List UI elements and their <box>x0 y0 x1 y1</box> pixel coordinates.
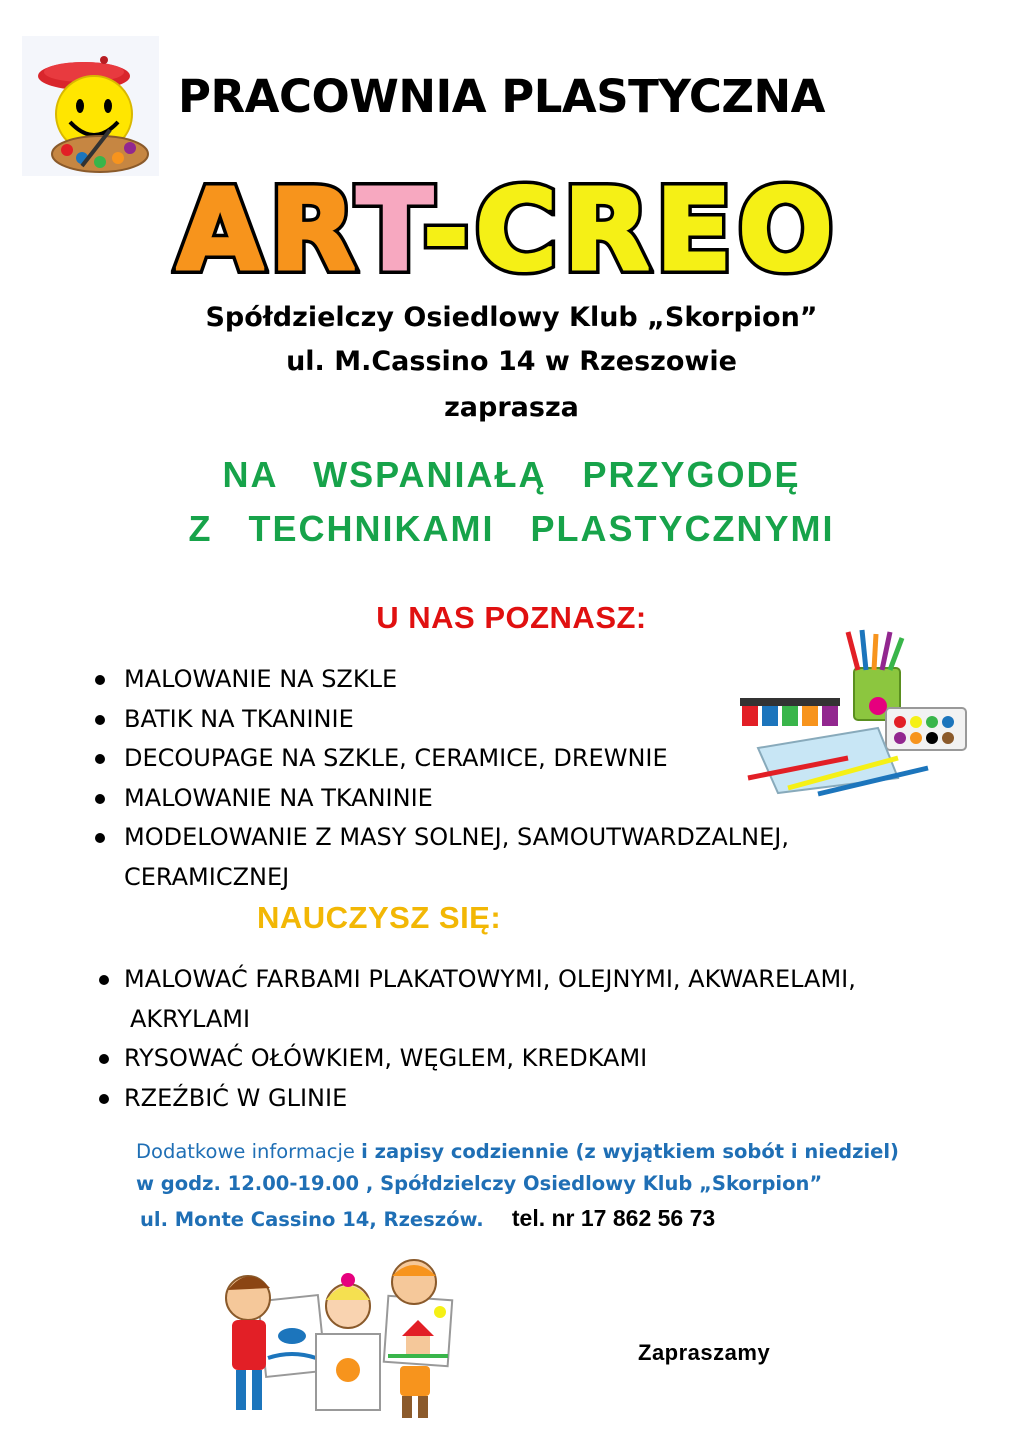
list-item: MALOWAĆ FARBAMI PLAKATOWYMI, OLEJNYMI, AKWARELAMI, <box>97 960 856 1000</box>
list-item: RZEŹBIĆ W GLINIE <box>97 1079 856 1119</box>
bullet-icon <box>95 794 105 804</box>
list-item: MALOWANIE NA TKANINIE <box>92 779 789 819</box>
art-supplies-icon <box>728 628 973 798</box>
section1-heading: U NAS POZNASZ: <box>376 600 647 635</box>
info-line2: w godz. 12.00-19.00 , Spółdzielczy Osiedlowy Klub „Skorpion” <box>136 1172 823 1195</box>
bullet-icon <box>99 1054 109 1064</box>
phone-number: tel. nr 17 862 56 73 <box>511 1205 716 1231</box>
bullet-icon <box>95 754 105 764</box>
list-item-continuation: AKRYLAMI <box>130 1004 251 1033</box>
closing-text: Zapraszamy <box>638 1340 771 1365</box>
list-item: RYSOWAĆ OŁÓWKIEM, WĘGLEM, KREDKAMI <box>97 1039 856 1079</box>
bullet-icon <box>95 833 105 843</box>
list-item: BATIK NA TKANINIE <box>92 700 789 740</box>
headline-line2: Z TECHNIKAMI PLASTYCZNYMI <box>188 508 835 549</box>
bullet-icon <box>99 1094 109 1104</box>
invite-text: zaprasza <box>444 392 579 423</box>
info-line1: Dodatkowe informacje i zapisy codziennie (z wyjątkiem sobót i niedziel) <box>136 1140 899 1163</box>
art-creo-logo <box>118 165 898 290</box>
bullet-icon <box>95 715 105 725</box>
kids-drawing-icon <box>218 1258 480 1423</box>
club-address: ul. M.Cassino 14 w Rzeszowie <box>286 346 737 377</box>
page-title: PRACOWNIA PLASTYCZNA <box>178 70 825 123</box>
list-item: DECOUPAGE NA SZKLE, CERAMICE, DREWNIE <box>92 739 789 779</box>
svg-text:ART-CREO: ART-CREO <box>176 166 840 290</box>
list-item: MALOWANIE NA SZKLE <box>92 660 789 700</box>
bullet-icon <box>95 675 105 685</box>
bullet-icon <box>99 975 109 985</box>
list-item: MODELOWANIE Z MASY SOLNEJ, SAMOUTWARDZALNEJ, <box>92 818 789 858</box>
info-line3: ul. Monte Cassino 14, Rzeszów. tel. nr 17 862 56 73 <box>140 1205 716 1231</box>
smiley-painter-icon <box>22 36 159 176</box>
club-name: Spółdzielczy Osiedlowy Klub „Skorpion” <box>205 302 818 333</box>
section2-heading: NAUCZYSZ SIĘ: <box>257 900 502 935</box>
headline-line1: NA WSPANIAŁĄ PRZYGODĘ <box>222 454 801 495</box>
list-item-continuation: CERAMICZNEJ <box>124 862 290 891</box>
section1-list <box>92 660 789 897</box>
section2-list <box>97 960 856 1118</box>
